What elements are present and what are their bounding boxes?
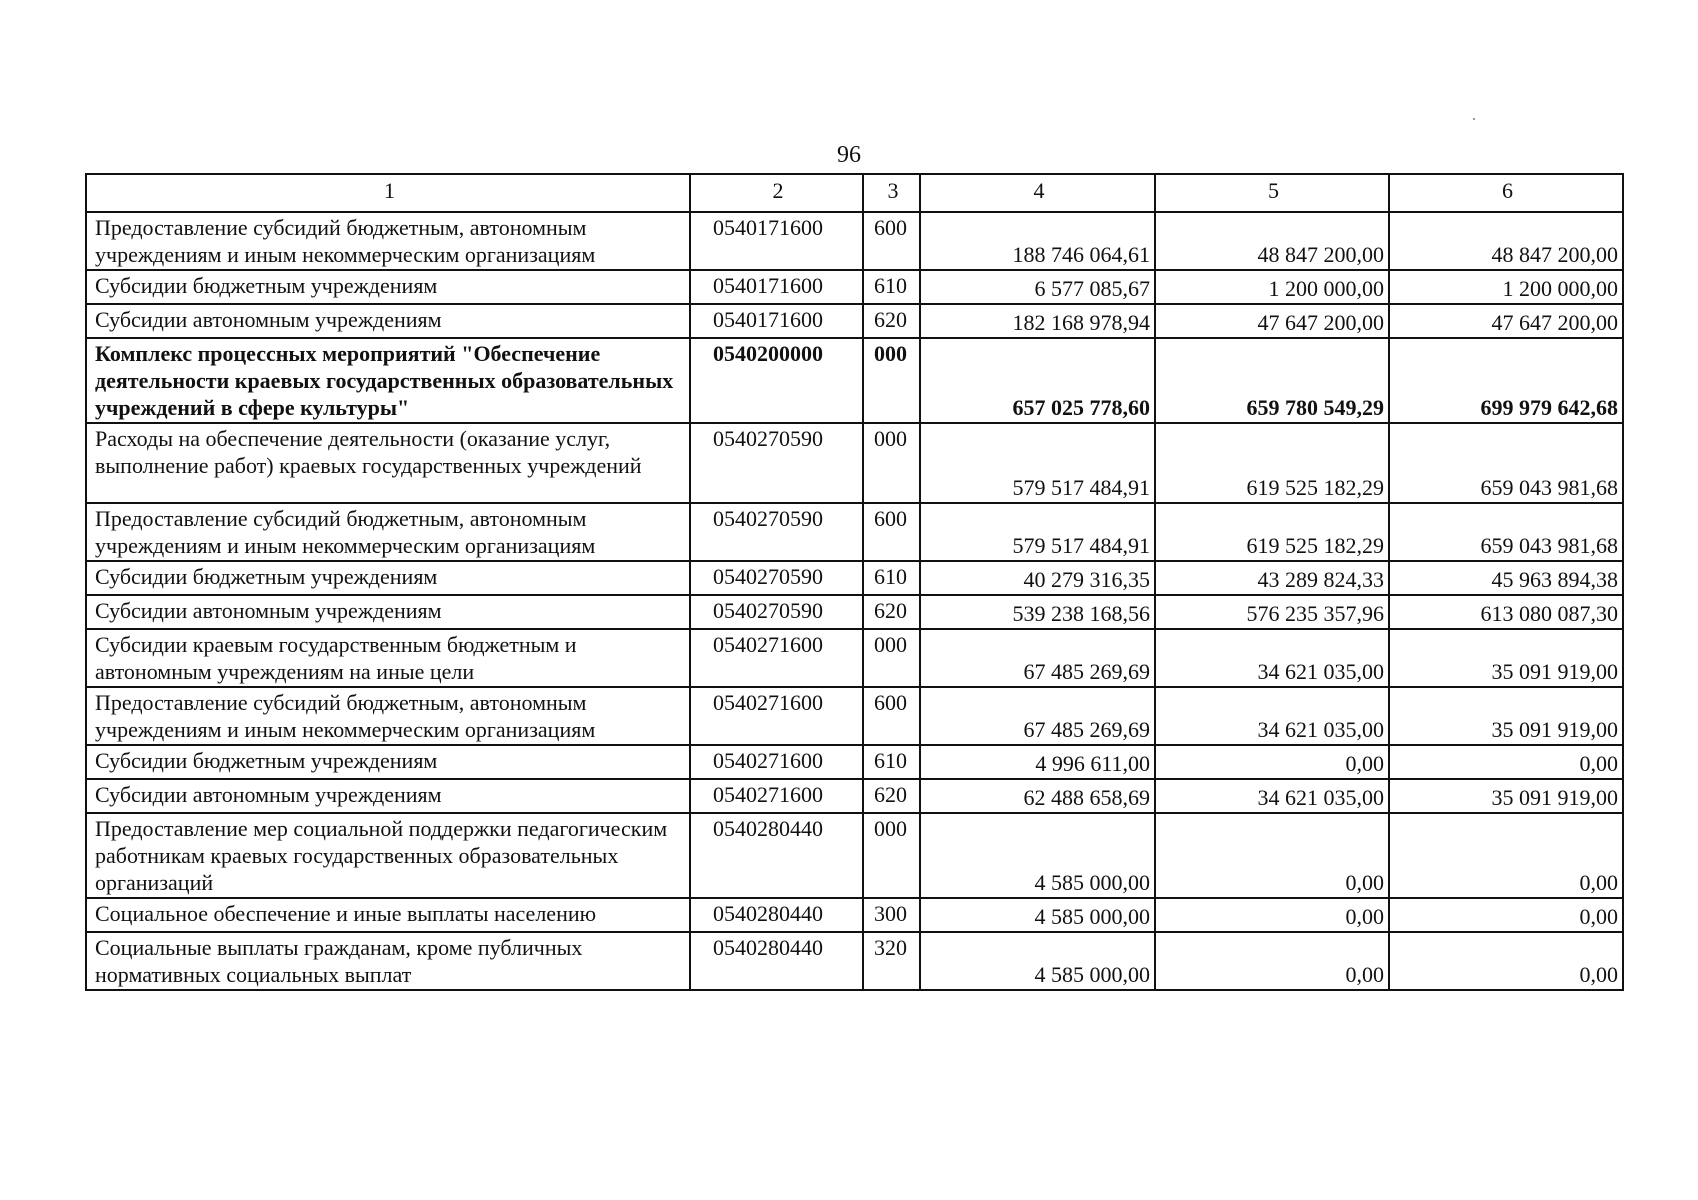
row-kvr: 000 <box>863 629 920 687</box>
row-name: Предоставление субсидий бюджетным, автономным учреждениям и иным некоммерческим организациям <box>86 687 690 745</box>
row-name: Субсидии бюджетным учреждениям <box>86 745 690 779</box>
row-code: 0540270590 <box>690 423 863 503</box>
row-name: Субсидии краевым государственным бюджетным и автономным учреждениям на иные цели <box>86 629 690 687</box>
column-number-row <box>86 174 1623 212</box>
row-amount-col5: 659 780 549,29 <box>1155 338 1389 423</box>
row-amount-col6: 0,00 <box>1389 813 1623 898</box>
row-name: Предоставление субсидий бюджетным, автономным учреждениям и иным некоммерческим организациям <box>86 212 690 270</box>
column-header: 1 <box>86 174 690 212</box>
table-row <box>86 745 1623 779</box>
row-code: 0540271600 <box>690 687 863 745</box>
row-code: 0540280440 <box>690 898 863 932</box>
row-amount-col4: 182 168 978,94 <box>920 304 1155 338</box>
table-row <box>86 423 1623 503</box>
column-header: 4 <box>920 174 1155 212</box>
row-kvr: 620 <box>863 304 920 338</box>
row-amount-col6: 659 043 981,68 <box>1389 503 1623 561</box>
row-amount-col6: 0,00 <box>1389 932 1623 990</box>
scan-speck <box>1473 118 1475 120</box>
row-amount-col4: 579 517 484,91 <box>920 503 1155 561</box>
row-kvr: 600 <box>863 212 920 270</box>
row-amount-col6: 1 200 000,00 <box>1389 270 1623 304</box>
row-code: 0540171600 <box>690 270 863 304</box>
row-code: 0540270590 <box>690 561 863 595</box>
row-code: 0540200000 <box>690 338 863 423</box>
row-amount-col5: 48 847 200,00 <box>1155 212 1389 270</box>
row-amount-col4: 40 279 316,35 <box>920 561 1155 595</box>
row-amount-col5: 1 200 000,00 <box>1155 270 1389 304</box>
table-row <box>86 932 1623 990</box>
row-name: Социальные выплаты гражданам, кроме публичных нормативных социальных выплат <box>86 932 690 990</box>
table-row <box>86 270 1623 304</box>
row-amount-col6: 613 080 087,30 <box>1389 595 1623 629</box>
row-code: 0540271600 <box>690 629 863 687</box>
table-row <box>86 898 1623 932</box>
row-kvr: 320 <box>863 932 920 990</box>
row-amount-col6: 48 847 200,00 <box>1389 212 1623 270</box>
row-name: Субсидии автономным учреждениям <box>86 779 690 813</box>
row-amount-col4: 188 746 064,61 <box>920 212 1155 270</box>
row-amount-col6: 47 647 200,00 <box>1389 304 1623 338</box>
row-amount-col4: 4 585 000,00 <box>920 932 1155 990</box>
row-kvr: 000 <box>863 338 920 423</box>
row-amount-col6: 35 091 919,00 <box>1389 629 1623 687</box>
row-amount-col5: 0,00 <box>1155 745 1389 779</box>
column-header: 3 <box>863 174 920 212</box>
row-amount-col4: 67 485 269,69 <box>920 629 1155 687</box>
row-amount-col6: 0,00 <box>1389 745 1623 779</box>
row-amount-col6: 35 091 919,00 <box>1389 687 1623 745</box>
row-name: Комплекс процессных мероприятий "Обеспечение деятельности краевых государственных образовательных учреждений в сфере культуры" <box>86 338 690 423</box>
table-row <box>86 595 1623 629</box>
row-amount-col4: 6 577 085,67 <box>920 270 1155 304</box>
table-row <box>86 813 1623 898</box>
row-amount-col5: 619 525 182,29 <box>1155 423 1389 503</box>
row-code: 0540270590 <box>690 503 863 561</box>
row-amount-col4: 4 585 000,00 <box>920 898 1155 932</box>
row-amount-col4: 579 517 484,91 <box>920 423 1155 503</box>
row-amount-col4: 67 485 269,69 <box>920 687 1155 745</box>
row-kvr: 600 <box>863 687 920 745</box>
row-name: Субсидии бюджетным учреждениям <box>86 270 690 304</box>
row-code: 0540171600 <box>690 212 863 270</box>
row-amount-col4: 4 996 611,00 <box>920 745 1155 779</box>
row-kvr: 610 <box>863 745 920 779</box>
row-code: 0540171600 <box>690 304 863 338</box>
row-kvr: 600 <box>863 503 920 561</box>
row-amount-col5: 0,00 <box>1155 898 1389 932</box>
row-name: Предоставление субсидий бюджетным, автономным учреждениям и иным некоммерческим организациям <box>86 503 690 561</box>
row-amount-col5: 47 647 200,00 <box>1155 304 1389 338</box>
table-row <box>86 212 1623 270</box>
row-amount-col6: 35 091 919,00 <box>1389 779 1623 813</box>
column-header: 2 <box>690 174 863 212</box>
column-header: 5 <box>1155 174 1389 212</box>
row-amount-col6: 45 963 894,38 <box>1389 561 1623 595</box>
row-kvr: 000 <box>863 423 920 503</box>
row-amount-col5: 0,00 <box>1155 813 1389 898</box>
table-row <box>86 629 1623 687</box>
row-amount-col5: 0,00 <box>1155 932 1389 990</box>
row-amount-col4: 4 585 000,00 <box>920 813 1155 898</box>
row-code: 0540280440 <box>690 932 863 990</box>
table-row <box>86 687 1623 745</box>
row-kvr: 620 <box>863 595 920 629</box>
page-number: 96 <box>837 142 861 168</box>
table-row <box>86 779 1623 813</box>
row-kvr: 610 <box>863 561 920 595</box>
row-kvr: 000 <box>863 813 920 898</box>
row-amount-col5: 34 621 035,00 <box>1155 687 1389 745</box>
row-amount-col5: 619 525 182,29 <box>1155 503 1389 561</box>
row-name: Субсидии автономным учреждениям <box>86 304 690 338</box>
row-amount-col6: 0,00 <box>1389 898 1623 932</box>
row-name: Предоставление мер социальной поддержки педагогическим работникам краевых государственных образовательных организаций <box>86 813 690 898</box>
row-name: Субсидии бюджетным учреждениям <box>86 561 690 595</box>
row-amount-col4: 539 238 168,56 <box>920 595 1155 629</box>
row-code: 0540270590 <box>690 595 863 629</box>
column-header: 6 <box>1389 174 1623 212</box>
table-row <box>86 561 1623 595</box>
budget-table <box>85 173 1624 991</box>
row-kvr: 620 <box>863 779 920 813</box>
row-code: 0540271600 <box>690 745 863 779</box>
row-name: Расходы на обеспечение деятельности (оказание услуг, выполнение работ) краевых государственных учреждений <box>86 423 690 503</box>
row-amount-col5: 34 621 035,00 <box>1155 629 1389 687</box>
table-row <box>86 304 1623 338</box>
table-row <box>86 503 1623 561</box>
row-amount-col5: 43 289 824,33 <box>1155 561 1389 595</box>
row-name: Субсидии автономным учреждениям <box>86 595 690 629</box>
row-amount-col4: 62 488 658,69 <box>920 779 1155 813</box>
row-code: 0540271600 <box>690 779 863 813</box>
row-amount-col6: 699 979 642,68 <box>1389 338 1623 423</box>
row-code: 0540280440 <box>690 813 863 898</box>
row-kvr: 610 <box>863 270 920 304</box>
table-row <box>86 338 1623 423</box>
row-amount-col6: 659 043 981,68 <box>1389 423 1623 503</box>
row-name: Социальное обеспечение и иные выплаты населению <box>86 898 690 932</box>
row-amount-col4: 657 025 778,60 <box>920 338 1155 423</box>
row-kvr: 300 <box>863 898 920 932</box>
row-amount-col5: 34 621 035,00 <box>1155 779 1389 813</box>
row-amount-col5: 576 235 357,96 <box>1155 595 1389 629</box>
